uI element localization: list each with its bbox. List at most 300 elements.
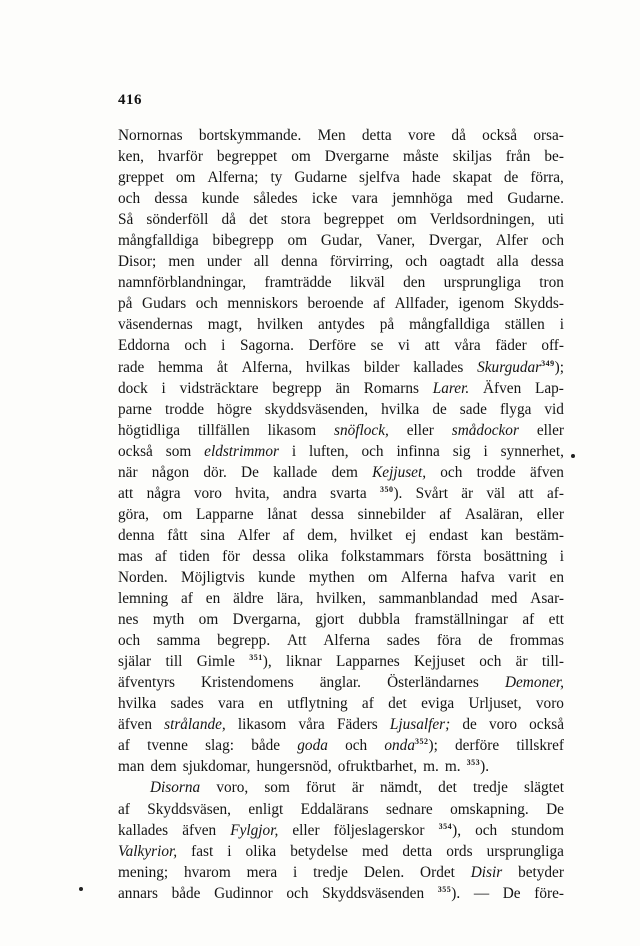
word: att bbox=[424, 337, 440, 355]
word: både bbox=[251, 737, 281, 755]
word: hvilket bbox=[350, 526, 393, 544]
word: kallades bbox=[118, 821, 169, 839]
footnote-ref: 352 bbox=[414, 737, 429, 747]
word: Kejjuset, bbox=[372, 463, 427, 481]
word: uti bbox=[547, 211, 564, 229]
word: endast bbox=[428, 526, 469, 544]
word: begrepp. bbox=[217, 632, 271, 650]
word: af bbox=[373, 295, 386, 313]
footnote-ref: 351 bbox=[249, 653, 263, 663]
word: — bbox=[473, 884, 490, 902]
text-line bbox=[118, 504, 564, 525]
word: de bbox=[432, 400, 447, 418]
word: den bbox=[403, 274, 426, 292]
word: på bbox=[379, 316, 395, 334]
word: som bbox=[165, 442, 192, 460]
word: Men bbox=[317, 127, 346, 144]
word: väl bbox=[486, 484, 506, 502]
word: bibegrepp bbox=[212, 232, 274, 250]
word: hvarför bbox=[157, 148, 203, 166]
word: begreppet bbox=[323, 211, 385, 229]
word: m. bbox=[444, 758, 461, 776]
word: enligt bbox=[248, 800, 284, 818]
text-line bbox=[118, 314, 564, 335]
word: betydelse bbox=[290, 842, 348, 860]
word: också bbox=[118, 442, 153, 460]
word: förvirring, bbox=[329, 253, 394, 271]
word: Disor; bbox=[118, 253, 157, 271]
word: lånat bbox=[267, 505, 298, 523]
word: då bbox=[221, 211, 236, 229]
word: förra, bbox=[530, 169, 564, 187]
word: alla bbox=[496, 253, 519, 271]
word: också bbox=[529, 716, 564, 734]
text-line bbox=[118, 546, 564, 567]
word: Skyddsväsen, bbox=[147, 800, 231, 818]
word: $^{355}$). bbox=[437, 884, 461, 902]
word: denna bbox=[281, 253, 318, 271]
word: Alfer bbox=[495, 232, 529, 250]
word: tredje bbox=[313, 863, 348, 881]
word: Alferna; bbox=[207, 169, 259, 187]
text-line bbox=[118, 188, 564, 209]
word: i bbox=[559, 547, 564, 565]
text-line bbox=[118, 293, 564, 314]
word: Österländarnes bbox=[387, 674, 479, 692]
word: dubbla bbox=[358, 611, 401, 629]
text-line bbox=[118, 230, 564, 251]
word: förut bbox=[306, 779, 336, 797]
word: en bbox=[258, 695, 274, 713]
word: sig bbox=[452, 442, 471, 460]
word: dessa bbox=[310, 505, 344, 523]
word: i bbox=[161, 379, 166, 397]
word: vid bbox=[544, 400, 564, 418]
word: mythen bbox=[308, 568, 355, 586]
word: föra bbox=[436, 632, 462, 650]
word: om bbox=[291, 148, 311, 166]
word: sönderföll bbox=[146, 211, 209, 229]
word: detta bbox=[402, 842, 433, 860]
word: fäder bbox=[495, 337, 527, 355]
word: sinnebilder bbox=[357, 505, 426, 523]
word: och bbox=[541, 232, 564, 250]
word: snöflock, bbox=[334, 421, 389, 439]
word: med bbox=[491, 590, 518, 608]
word: hvilka bbox=[118, 695, 157, 713]
text-line bbox=[118, 588, 564, 609]
word: De bbox=[241, 463, 259, 481]
word: Kejjuset bbox=[414, 653, 465, 671]
word: ken, bbox=[118, 148, 144, 166]
word: i bbox=[221, 337, 226, 355]
word: i bbox=[291, 442, 297, 460]
word: och bbox=[440, 463, 463, 481]
word: Gimle bbox=[196, 653, 235, 671]
word: Alferna bbox=[323, 632, 371, 650]
word: frommas bbox=[509, 632, 564, 650]
word: sjelfva bbox=[359, 169, 400, 187]
word: olika bbox=[245, 842, 277, 860]
word: off- bbox=[541, 337, 564, 355]
word: Så bbox=[118, 211, 134, 229]
word: Lapparne bbox=[195, 505, 254, 523]
word: icke bbox=[311, 190, 338, 208]
word: af bbox=[522, 611, 535, 629]
word: sammanblandad bbox=[378, 590, 479, 608]
word: betyder bbox=[518, 863, 564, 881]
word: likväl bbox=[349, 274, 385, 292]
word: sade bbox=[459, 400, 487, 418]
word: andra bbox=[282, 484, 317, 502]
word: voro bbox=[535, 695, 564, 713]
word: menniskors bbox=[227, 295, 298, 313]
word: smådockor bbox=[451, 421, 519, 439]
word: Norden. bbox=[118, 568, 168, 586]
word: än bbox=[335, 379, 350, 397]
word: hemma bbox=[158, 358, 204, 376]
text-line bbox=[118, 651, 564, 672]
text-line bbox=[118, 567, 564, 588]
word: kallades bbox=[413, 358, 464, 376]
word: Gudars bbox=[142, 295, 187, 313]
word: skyddsväsenden, bbox=[264, 400, 369, 418]
word: annars bbox=[118, 884, 158, 902]
word: jemnhöga bbox=[392, 190, 453, 208]
word: hade bbox=[411, 169, 441, 187]
word: kunde bbox=[258, 568, 296, 586]
word: vore bbox=[407, 127, 436, 144]
word: och bbox=[118, 632, 141, 650]
text-line bbox=[118, 335, 564, 356]
word: Att bbox=[286, 632, 307, 650]
word: de bbox=[478, 632, 493, 650]
word: gjort bbox=[315, 611, 345, 629]
word: likasom bbox=[237, 716, 287, 734]
word: och bbox=[361, 442, 384, 460]
word: De bbox=[546, 800, 564, 818]
text-line bbox=[118, 735, 564, 756]
text-line bbox=[118, 672, 564, 693]
text-line bbox=[118, 420, 564, 441]
footnote-ref: 349 bbox=[541, 358, 555, 368]
word: Urljuset, bbox=[468, 695, 522, 713]
text-line bbox=[118, 378, 564, 399]
word: slag: bbox=[205, 737, 234, 755]
word: eller bbox=[406, 421, 434, 439]
word: namnförblandningar, bbox=[118, 274, 247, 292]
word: Lapparnes bbox=[335, 653, 400, 671]
word: $^{350}$). bbox=[379, 484, 403, 502]
word: tredje bbox=[473, 779, 508, 797]
text-line bbox=[118, 693, 564, 714]
word: och bbox=[475, 821, 498, 839]
word: af bbox=[181, 590, 193, 608]
word: tron bbox=[539, 274, 564, 292]
word: Romarns bbox=[363, 379, 419, 397]
word: man bbox=[118, 758, 145, 776]
word: voro bbox=[488, 716, 518, 734]
word: af bbox=[155, 547, 167, 565]
word: att bbox=[518, 484, 534, 502]
word: ofruktbarhet, bbox=[337, 758, 418, 776]
word: likasom bbox=[267, 421, 317, 439]
word: från bbox=[505, 148, 531, 166]
text-line bbox=[118, 609, 564, 630]
word: bortskymmande. bbox=[198, 127, 302, 144]
word: af- bbox=[546, 484, 564, 502]
word: framträdde bbox=[264, 274, 332, 292]
word: det bbox=[438, 779, 457, 797]
word: med bbox=[466, 190, 494, 208]
word: måste bbox=[403, 148, 439, 166]
word: bilder bbox=[363, 358, 400, 376]
word: på bbox=[118, 295, 133, 313]
word: hvilken, bbox=[316, 590, 366, 608]
text-line bbox=[118, 630, 564, 651]
word: är bbox=[351, 779, 364, 797]
word: af bbox=[361, 695, 374, 713]
margin-mark bbox=[79, 887, 83, 891]
word: hvarom bbox=[184, 863, 231, 881]
word: Asaläran, bbox=[464, 505, 524, 523]
word: Disir bbox=[470, 863, 503, 881]
word: dessa bbox=[252, 547, 286, 565]
word: i bbox=[227, 842, 232, 860]
word: af bbox=[118, 800, 130, 818]
word: tvenne bbox=[147, 737, 188, 755]
text-line bbox=[118, 777, 564, 798]
word: luften, bbox=[309, 442, 349, 460]
word: mas bbox=[118, 547, 143, 565]
word: Gudarne bbox=[294, 169, 348, 187]
word: detta bbox=[361, 127, 392, 144]
word: bestäm- bbox=[515, 526, 564, 544]
word: men bbox=[168, 253, 195, 271]
word: $^{351}$), bbox=[249, 653, 272, 671]
word: Allfader, bbox=[394, 295, 449, 313]
word: göra, bbox=[118, 505, 150, 523]
word: slägtet bbox=[524, 779, 564, 797]
text-line bbox=[118, 714, 564, 735]
word: Disorna bbox=[150, 779, 201, 797]
word: och bbox=[345, 737, 368, 755]
word: Sagorna. bbox=[239, 337, 294, 355]
word: i bbox=[559, 316, 564, 334]
word: till bbox=[165, 653, 183, 671]
word: Alferna bbox=[400, 568, 448, 586]
word: följeslagerskor bbox=[333, 821, 425, 839]
word: af bbox=[282, 526, 295, 544]
word: själar bbox=[118, 653, 152, 671]
word: dock bbox=[118, 379, 148, 397]
word: Dvergarne bbox=[324, 148, 390, 166]
word: af bbox=[439, 505, 452, 523]
text-line bbox=[118, 462, 564, 483]
word: fått bbox=[167, 526, 188, 544]
word: för bbox=[222, 547, 241, 565]
word: ty bbox=[270, 169, 283, 187]
word: folkstammars bbox=[340, 547, 425, 565]
word: och bbox=[405, 253, 428, 271]
word: myth bbox=[152, 611, 185, 629]
word: rade bbox=[118, 358, 145, 376]
word: oagtadt bbox=[439, 253, 485, 271]
word: ords bbox=[446, 842, 473, 860]
text-line bbox=[118, 209, 564, 230]
word: Verldsordningen, bbox=[429, 211, 535, 229]
text-line bbox=[118, 883, 564, 904]
word: skiljas bbox=[452, 148, 492, 166]
word: af bbox=[118, 737, 130, 755]
word: någon bbox=[151, 463, 190, 481]
word: om bbox=[162, 505, 183, 523]
word: hungersnöd, bbox=[256, 758, 332, 776]
text-line bbox=[118, 799, 564, 820]
word: Dvergarna, bbox=[232, 611, 301, 629]
word: med bbox=[362, 842, 389, 860]
word: se bbox=[370, 337, 384, 355]
word: våra bbox=[454, 337, 481, 355]
text-line bbox=[118, 862, 564, 883]
word: väsendernas bbox=[118, 316, 193, 334]
word: det bbox=[249, 211, 268, 229]
word: är bbox=[461, 484, 474, 502]
word: voro, bbox=[216, 779, 249, 797]
text-line bbox=[118, 167, 564, 188]
word: nes bbox=[118, 611, 139, 629]
word: dem, bbox=[307, 526, 338, 544]
word: sades bbox=[170, 695, 204, 713]
word: $^{354}$), bbox=[438, 821, 462, 839]
word: till- bbox=[541, 653, 564, 671]
word: vi bbox=[398, 337, 410, 355]
word: lära, bbox=[276, 590, 304, 608]
word: orsa- bbox=[533, 127, 564, 144]
text-line bbox=[118, 251, 564, 272]
word: skapat bbox=[452, 169, 492, 187]
word: Möjligtvis bbox=[181, 568, 245, 586]
word: de bbox=[503, 169, 519, 187]
text-line bbox=[118, 272, 564, 293]
word: infinna bbox=[396, 442, 440, 460]
text-line bbox=[118, 146, 564, 167]
word: all bbox=[253, 253, 270, 271]
word: när bbox=[118, 463, 138, 481]
word: Valkyrior, bbox=[118, 842, 178, 860]
text-line bbox=[118, 483, 564, 504]
word: eller bbox=[536, 505, 564, 523]
word: denna bbox=[118, 526, 155, 544]
word: begrepp bbox=[272, 379, 322, 397]
word: liknar bbox=[286, 653, 322, 671]
word: Eddalärans bbox=[300, 800, 369, 818]
word: i bbox=[293, 863, 298, 881]
word: olika bbox=[297, 547, 329, 565]
word: $^{353}$). bbox=[466, 758, 490, 776]
word: sina bbox=[200, 526, 225, 544]
word: Gudinnor bbox=[214, 884, 273, 902]
word: eldstrimmor bbox=[204, 442, 279, 460]
word: tillfällen bbox=[197, 421, 250, 439]
word: Larer. bbox=[432, 379, 470, 397]
word: de bbox=[462, 716, 477, 734]
word: i bbox=[483, 442, 488, 460]
word: synnerhet, bbox=[500, 442, 564, 460]
footnote-ref: 353 bbox=[466, 758, 481, 768]
word: och bbox=[479, 653, 502, 671]
word: ställen bbox=[504, 316, 545, 334]
word: således bbox=[253, 190, 298, 208]
word: eller bbox=[292, 821, 320, 839]
word: om bbox=[287, 232, 308, 250]
word: Dvergar, bbox=[428, 232, 482, 250]
word: mera bbox=[246, 863, 278, 881]
word: ursprungliga bbox=[486, 842, 564, 860]
word: också bbox=[482, 127, 518, 144]
word: samma bbox=[156, 632, 201, 650]
word: tiden bbox=[179, 547, 210, 565]
footnote-ref: 350 bbox=[379, 484, 394, 494]
word: om bbox=[175, 169, 196, 187]
word: kunde bbox=[201, 190, 240, 208]
page-number: 416 bbox=[118, 92, 142, 108]
word: kan bbox=[480, 526, 503, 544]
word: trodde bbox=[164, 400, 205, 418]
word: som bbox=[264, 779, 290, 797]
word: onda$^{352}$); bbox=[384, 737, 438, 755]
word: hvilken bbox=[257, 316, 304, 334]
word: dem bbox=[150, 758, 177, 776]
word: eller bbox=[536, 421, 564, 439]
word: De bbox=[502, 884, 521, 902]
word: Svårt bbox=[415, 484, 448, 502]
word: lemning bbox=[118, 590, 169, 608]
word: Fäders bbox=[336, 716, 378, 734]
word: mångfalldiga bbox=[409, 316, 490, 334]
word: Fylgjor, bbox=[230, 821, 279, 839]
word: äfven bbox=[529, 463, 564, 481]
word: dem bbox=[331, 463, 358, 481]
word: mening; bbox=[118, 863, 169, 881]
word: om bbox=[198, 611, 219, 629]
word: hvilkas bbox=[305, 358, 351, 376]
word: varit bbox=[508, 568, 537, 586]
word: och bbox=[195, 295, 218, 313]
word: goda bbox=[297, 737, 328, 755]
text-line bbox=[118, 841, 564, 862]
footnote-ref: 355 bbox=[437, 884, 452, 894]
word: omskapning. bbox=[450, 800, 529, 818]
word: Vaner, bbox=[376, 232, 416, 250]
word: Gudarne. bbox=[507, 190, 564, 208]
word: Kristendomens bbox=[201, 674, 294, 692]
word: våra bbox=[298, 716, 325, 734]
word: högtidliga bbox=[118, 421, 181, 439]
word: att bbox=[118, 484, 134, 502]
word: vara bbox=[217, 695, 245, 713]
word: hvita, bbox=[235, 484, 270, 502]
word: magt, bbox=[207, 316, 243, 334]
word: strålande, bbox=[164, 716, 226, 734]
word: äfventyrs bbox=[118, 674, 175, 692]
word: trodde bbox=[476, 463, 516, 481]
word: tillskref bbox=[516, 737, 564, 755]
word: mångfalldiga bbox=[118, 232, 199, 250]
word: äfven bbox=[182, 821, 217, 839]
word: m. bbox=[423, 758, 439, 776]
word: det bbox=[388, 695, 407, 713]
